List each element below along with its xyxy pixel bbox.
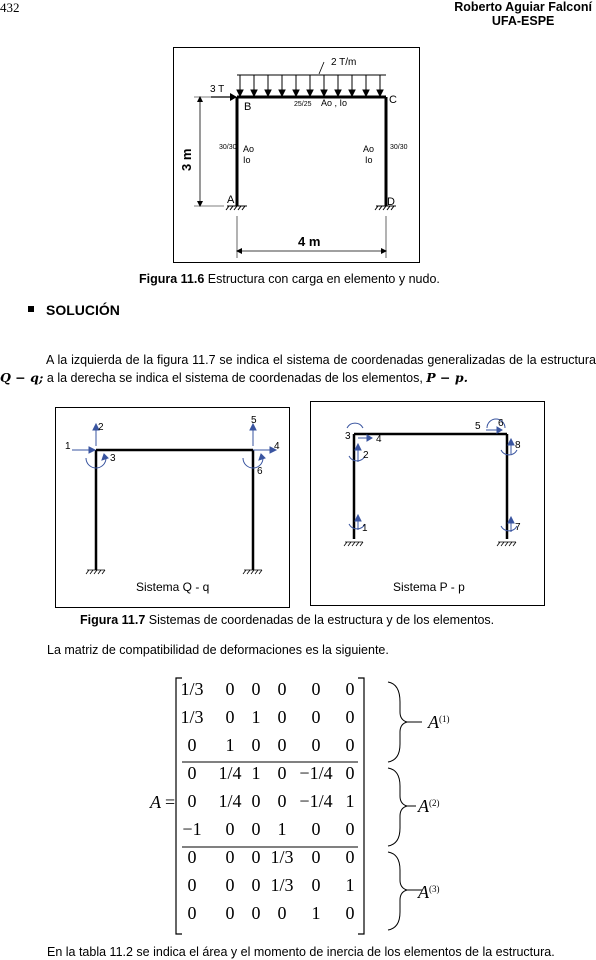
matrix-cell: 0 <box>345 735 355 755</box>
paragraph-text-2: a la derecha se indica el sistema de coordenadas de los elementos, <box>43 371 427 385</box>
matrix-cell: 0 <box>277 735 287 755</box>
right-col-area-label: Ao <box>363 144 375 154</box>
matrix-cell: 0 <box>277 903 287 923</box>
block-label-1: $A^{(1)}$ <box>428 712 450 732</box>
matrix-cell: 0 <box>251 903 261 923</box>
matrix-cell: 1 <box>345 875 355 895</box>
p-label-2: 2 <box>363 450 369 461</box>
author-name: Roberto Aguiar Falconí <box>454 0 592 14</box>
matrix-cell: 0 <box>311 847 321 867</box>
matrix-cell: 0 <box>225 679 235 699</box>
matrix-cell: 1/4 <box>218 791 242 811</box>
p-label-8: 8 <box>515 440 521 451</box>
figure-11-7-left <box>55 407 290 608</box>
caption-text: Estructura con carga en elemento y nudo. <box>204 272 440 286</box>
matrix-cell: 1 <box>345 791 355 811</box>
matrix-equals: = <box>165 792 176 812</box>
matrix-cells <box>180 679 354 923</box>
matrix-cell: 0 <box>251 875 261 895</box>
q-label-5: 5 <box>251 415 257 426</box>
beam-section-label: 25/25 <box>294 101 312 108</box>
matrix-cell: 0 <box>225 875 235 895</box>
matrix-drawing <box>144 672 464 940</box>
left-col-inertia-label: Io <box>243 155 251 165</box>
caption-label: Figura 11.6 <box>139 272 205 286</box>
matrix-cell: 0 <box>225 847 235 867</box>
matrix-cell: 1/4 <box>218 763 242 783</box>
matrix-cell: 0 <box>345 679 355 699</box>
matrix-cell: 0 <box>311 819 321 839</box>
caption-label: Figura 11.7 <box>80 613 146 627</box>
left-col-area-label: Ao <box>243 144 255 154</box>
figure-11-6-caption <box>139 272 440 286</box>
section-heading-text: SOLUCIÓN <box>46 302 120 318</box>
system-q-drawing <box>56 408 289 607</box>
matrix-cell: 0 <box>187 735 197 755</box>
matrix-name: A <box>150 792 161 812</box>
paragraph-text-1: A la izquierda de la figura 11.7 se indica el sistema de coordenadas generalizadas de la estructura <box>46 353 596 367</box>
figure-11-7-right <box>310 401 545 606</box>
p-label-5: 5 <box>475 421 481 432</box>
matrix-cell: 1 <box>251 707 261 727</box>
matrix-cell: −1 <box>182 819 202 839</box>
frame-structure-drawing <box>174 48 419 262</box>
matrix-cell: 1 <box>251 763 261 783</box>
matrix-cell: 0 <box>311 735 321 755</box>
matrix-cell: 1/3 <box>180 707 204 727</box>
figure-11-7-caption <box>80 613 494 627</box>
matrix-cell: 1/3 <box>180 679 204 699</box>
matrix-cell: 0 <box>187 763 197 783</box>
matrix-cell: 0 <box>345 763 355 783</box>
page-number: 432 <box>0 0 20 15</box>
q-label-3: 3 <box>110 453 116 464</box>
matrix-cell: 1 <box>277 819 287 839</box>
matrix-cell: 0 <box>251 735 261 755</box>
block-label-2: $A^{(2)}$ <box>418 796 440 816</box>
matrix-cell: 0 <box>225 707 235 727</box>
matrix-cell: 0 <box>277 763 287 783</box>
matrix-cell: 0 <box>251 847 261 867</box>
matrix-cell: 0 <box>187 903 197 923</box>
p-label-4: 4 <box>376 434 382 445</box>
matrix-cell: 1 <box>311 903 321 923</box>
q-label-1: 1 <box>65 441 71 452</box>
matrix-cell: 0 <box>277 707 287 727</box>
matrix-cell: 0 <box>345 903 355 923</box>
matrix-cell: 0 <box>311 875 321 895</box>
matrix-cell: 0 <box>187 875 197 895</box>
p-label-3: 3 <box>345 431 351 442</box>
running-header <box>454 0 592 28</box>
math-q: Q − q; <box>0 370 44 385</box>
matrix-cell: 0 <box>345 819 355 839</box>
figure-11-6 <box>173 47 420 263</box>
q-label-4: 4 <box>274 441 280 452</box>
p-label-7: 7 <box>515 522 521 533</box>
caption-text: Sistemas de coordenadas de la estructura y de los elementos. <box>145 613 495 627</box>
matrix-cell: 0 <box>345 847 355 867</box>
distributed-load-label: 2 T/m <box>331 57 357 68</box>
math-p: P − p. <box>426 370 468 385</box>
matrix-cell: 0 <box>187 847 197 867</box>
span-dimension-label: 4 m <box>298 234 321 249</box>
matrix-cell: 0 <box>225 903 235 923</box>
node-c-label: C <box>389 94 397 106</box>
left-col-section-label: 30/30 <box>219 144 237 151</box>
matrix-cell: 0 <box>311 679 321 699</box>
q-label-2: 2 <box>98 422 104 433</box>
point-load-label: 3 T <box>210 84 225 95</box>
node-d-label: D <box>387 196 395 208</box>
matrix-cell: 0 <box>251 791 261 811</box>
matrix-cell: 1/3 <box>270 875 294 895</box>
p-label-1: 1 <box>362 523 368 534</box>
institution: UFA-ESPE <box>491 14 555 28</box>
q-label-6: 6 <box>257 466 263 477</box>
block-label-3: $A^{(3)}$ <box>418 882 440 902</box>
height-dimension-label: 3 m <box>179 148 194 171</box>
matrix-cell: 1 <box>225 735 235 755</box>
matrix-cell: 0 <box>277 791 287 811</box>
compatibility-intro: La matriz de compatibilidad de deformaciones es la siguiente. <box>47 643 389 657</box>
matrix-cell: 0 <box>187 791 197 811</box>
section-heading <box>28 302 120 318</box>
system-p-title: Sistema P - p <box>393 580 465 594</box>
matrix-cell: −1/4 <box>299 791 333 811</box>
p-label-6: 6 <box>498 418 504 429</box>
node-b-label: B <box>244 101 252 113</box>
matrix-cell: 0 <box>345 707 355 727</box>
beam-props-label: Ao , Io <box>321 98 348 108</box>
matrix-cell: 0 <box>251 819 261 839</box>
right-col-section-label: 30/30 <box>390 144 408 151</box>
matrix-cell: −1/4 <box>299 763 333 783</box>
compatibility-matrix <box>144 672 464 940</box>
right-col-inertia-label: Io <box>365 155 373 165</box>
matrix-cell: 0 <box>251 679 261 699</box>
body-paragraph <box>0 352 596 387</box>
footer-text: En la tabla 11.2 se indica el área y el momento de inercia de los elementos de la estructura. <box>47 945 555 959</box>
system-p-drawing <box>311 402 544 605</box>
node-a-label: A <box>227 194 235 206</box>
matrix-cell: 1/3 <box>270 847 294 867</box>
matrix-cell: 0 <box>225 819 235 839</box>
system-q-title: Sistema Q - q <box>136 580 210 594</box>
matrix-cell: 0 <box>277 679 287 699</box>
matrix-cell: 0 <box>311 707 321 727</box>
bullet-icon <box>28 306 34 312</box>
